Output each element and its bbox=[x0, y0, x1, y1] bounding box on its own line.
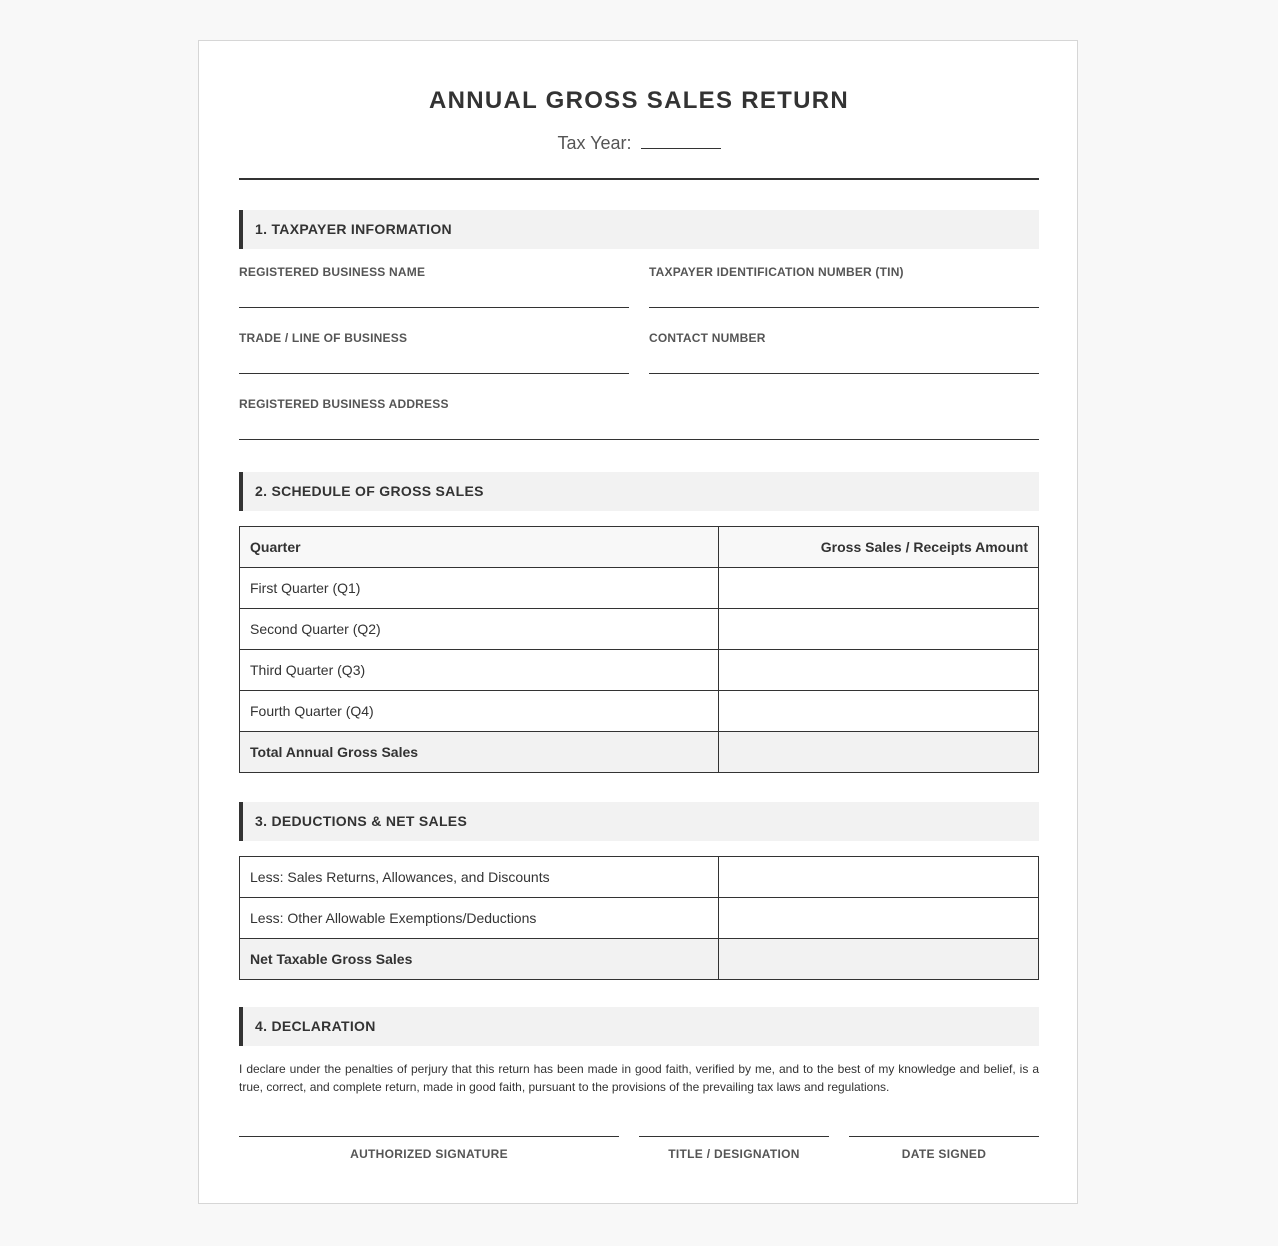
table-header-row bbox=[240, 527, 1039, 568]
tax-year-field[interactable] bbox=[641, 134, 721, 149]
returns-amount-cell[interactable] bbox=[719, 857, 1039, 898]
table-row bbox=[240, 609, 1039, 650]
contact-field[interactable] bbox=[649, 331, 1039, 387]
table-row bbox=[240, 898, 1039, 939]
tax-year-label: Tax Year: bbox=[557, 133, 632, 153]
form-title: ANNUAL GROSS SALES RETURN bbox=[428, 87, 850, 114]
net-total-row bbox=[240, 939, 1039, 980]
amount-column-header: Gross Sales / Receipts Amount bbox=[719, 527, 1039, 568]
date-label: DATE SIGNED bbox=[901, 1147, 987, 1161]
table-row bbox=[240, 568, 1039, 609]
signature-field[interactable] bbox=[239, 1136, 619, 1161]
quarter-label: Second Quarter (Q2) bbox=[240, 609, 719, 650]
business-name-label: REGISTERED BUSINESS NAME bbox=[239, 265, 426, 279]
table-row bbox=[240, 857, 1039, 898]
section-deductions-heading: 3. DEDUCTIONS & NET SALES bbox=[239, 802, 1039, 841]
trade-input-line[interactable] bbox=[239, 373, 629, 374]
quarter-label: Third Quarter (Q3) bbox=[240, 650, 719, 691]
header-divider bbox=[239, 178, 1039, 180]
table-row bbox=[240, 650, 1039, 691]
contact-label: CONTACT NUMBER bbox=[649, 331, 766, 345]
form-page bbox=[198, 40, 1078, 1204]
amount-cell-q1[interactable] bbox=[719, 568, 1039, 609]
total-label: Total Annual Gross Sales bbox=[240, 732, 719, 773]
amount-cell-q2[interactable] bbox=[719, 609, 1039, 650]
tin-label: TAXPAYER IDENTIFICATION NUMBER (TIN) bbox=[649, 265, 904, 279]
net-total-label: Net Taxable Gross Sales bbox=[240, 939, 719, 980]
section-declaration-heading: 4. DECLARATION bbox=[239, 1007, 1039, 1046]
quarter-label: Fourth Quarter (Q4) bbox=[240, 691, 719, 732]
deduction-label: Less: Sales Returns, Allowances, and Discounts bbox=[240, 857, 719, 898]
tin-input-line[interactable] bbox=[649, 307, 1039, 308]
total-amount-cell[interactable] bbox=[719, 732, 1039, 773]
section-taxpayer-info-heading: 1. TAXPAYER INFORMATION bbox=[239, 210, 1039, 249]
title-field[interactable] bbox=[639, 1136, 829, 1161]
business-name-field[interactable] bbox=[239, 265, 629, 321]
amount-cell-q3[interactable] bbox=[719, 650, 1039, 691]
declaration-text: I declare under the penalties of perjury that this return has been made in good faith, verified by me, and to the best of my knowledge and belief, is a true, correct, and complete return, made in good faith, pursuant to the provisions of the prevailing tax laws and regulations. bbox=[239, 1062, 1039, 1094]
total-row bbox=[240, 732, 1039, 773]
address-input-line[interactable] bbox=[239, 439, 1039, 440]
date-field[interactable] bbox=[849, 1136, 1039, 1161]
address-field[interactable] bbox=[239, 397, 1039, 453]
trade-field[interactable] bbox=[239, 331, 629, 387]
exemptions-amount-cell[interactable] bbox=[719, 898, 1039, 939]
deduction-label: Less: Other Allowable Exemptions/Deductions bbox=[240, 898, 719, 939]
signature-label: AUTHORIZED SIGNATURE bbox=[350, 1147, 508, 1161]
business-name-input-line[interactable] bbox=[239, 307, 629, 308]
title-label: TITLE / DESIGNATION bbox=[668, 1147, 800, 1161]
quarter-column-header: Quarter bbox=[240, 527, 719, 568]
contact-input-line[interactable] bbox=[649, 373, 1039, 374]
tax-year bbox=[239, 133, 1039, 154]
net-total-amount-cell[interactable] bbox=[719, 939, 1039, 980]
gross-sales-table bbox=[239, 526, 1039, 773]
section-gross-sales-heading: 2. SCHEDULE OF GROSS SALES bbox=[239, 472, 1039, 511]
table-row bbox=[240, 691, 1039, 732]
tin-field[interactable] bbox=[649, 265, 1039, 321]
address-label: REGISTERED BUSINESS ADDRESS bbox=[239, 397, 449, 411]
quarter-label: First Quarter (Q1) bbox=[240, 568, 719, 609]
amount-cell-q4[interactable] bbox=[719, 691, 1039, 732]
trade-label: TRADE / LINE OF BUSINESS bbox=[239, 331, 408, 345]
deductions-table bbox=[239, 856, 1039, 980]
